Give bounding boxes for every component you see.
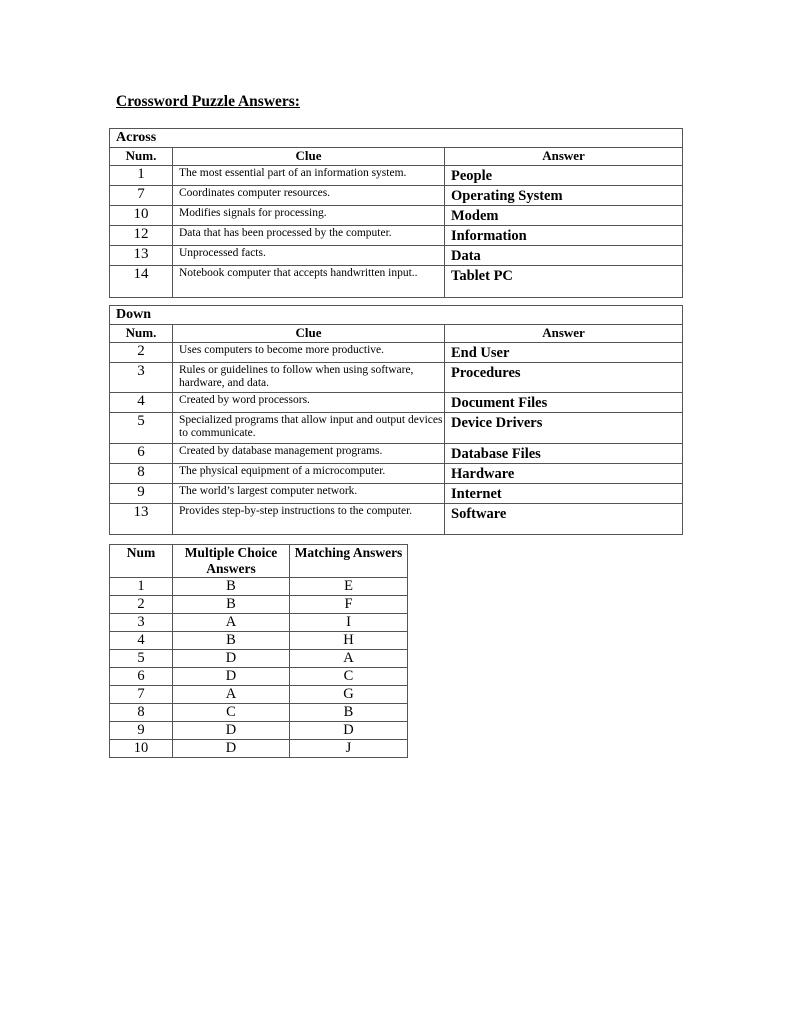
table-row — [110, 393, 683, 413]
down-answer: Software — [445, 504, 683, 535]
matching-answer: G — [290, 686, 408, 704]
across-clue: The most essential part of an information system. — [173, 166, 445, 186]
table-row — [110, 343, 683, 363]
down-clue: Rules or guidelines to follow when using software, hardware, and data. — [173, 363, 445, 393]
across-num: 14 — [110, 266, 173, 298]
mc-answer: D — [173, 668, 290, 686]
matching-answer: J — [290, 740, 408, 758]
table-row — [110, 504, 683, 535]
down-answer: Database Files — [445, 444, 683, 464]
across-num: 1 — [110, 166, 173, 186]
mc-answer: B — [173, 578, 290, 596]
matching-answer: E — [290, 578, 408, 596]
table-row — [110, 266, 683, 298]
across-answer: Information — [445, 226, 683, 246]
table-row — [110, 668, 408, 686]
down-clue: The world’s largest computer network. — [173, 484, 445, 504]
table-row — [110, 740, 408, 758]
table-row — [110, 722, 408, 740]
down-num: 2 — [110, 343, 173, 363]
mc-answer: D — [173, 722, 290, 740]
across-num: 12 — [110, 226, 173, 246]
down-num: 5 — [110, 413, 173, 444]
mc-answer: C — [173, 704, 290, 722]
down-table — [109, 305, 683, 535]
down-answer: Internet — [445, 484, 683, 504]
answer-num: 9 — [110, 722, 173, 740]
across-clue: Data that has been processed by the computer. — [173, 226, 445, 246]
table-row — [110, 413, 683, 444]
down-answer: Procedures — [445, 363, 683, 393]
across-answer: Modem — [445, 206, 683, 226]
down-num: 4 — [110, 393, 173, 413]
table-row — [110, 186, 683, 206]
across-table — [109, 128, 683, 298]
answers-header-num: Num — [110, 545, 173, 578]
table-row — [110, 578, 408, 596]
down-clue: The physical equipment of a microcomputer. — [173, 464, 445, 484]
answer-num: 1 — [110, 578, 173, 596]
across-clue: Unprocessed facts. — [173, 246, 445, 266]
matching-answer: D — [290, 722, 408, 740]
table-row — [110, 166, 683, 186]
table-row — [110, 614, 408, 632]
table-row — [110, 484, 683, 504]
answer-num: 2 — [110, 596, 173, 614]
across-clue: Coordinates computer resources. — [173, 186, 445, 206]
matching-answer: B — [290, 704, 408, 722]
down-clue: Uses computers to become more productive. — [173, 343, 445, 363]
table-row — [110, 226, 683, 246]
table-row — [110, 596, 408, 614]
table-row — [110, 444, 683, 464]
matching-answer: H — [290, 632, 408, 650]
down-num: 13 — [110, 504, 173, 535]
down-clue: Created by database management programs. — [173, 444, 445, 464]
across-num: 13 — [110, 246, 173, 266]
across-answer: People — [445, 166, 683, 186]
answer-num: 6 — [110, 668, 173, 686]
down-answer: Hardware — [445, 464, 683, 484]
down-num: 8 — [110, 464, 173, 484]
across-num: 7 — [110, 186, 173, 206]
answer-num: 8 — [110, 704, 173, 722]
down-clue: Specialized programs that allow input and output devices to communicate. — [173, 413, 445, 444]
answer-num: 4 — [110, 632, 173, 650]
table-row — [110, 464, 683, 484]
down-header-clue: Clue — [173, 325, 445, 343]
across-clue: Notebook computer that accepts handwritten input.. — [173, 266, 445, 298]
answer-num: 7 — [110, 686, 173, 704]
answer-num: 10 — [110, 740, 173, 758]
page-title: Crossword Puzzle Answers: — [116, 93, 300, 110]
down-header-answer: Answer — [445, 325, 683, 343]
table-row — [110, 650, 408, 668]
across-header-clue: Clue — [173, 148, 445, 166]
across-answer: Data — [445, 246, 683, 266]
answers-header-matching: Matching Answers — [290, 545, 408, 578]
down-answer: Device Drivers — [445, 413, 683, 444]
across-section-title: Across — [110, 129, 683, 148]
table-row — [110, 246, 683, 266]
matching-answer: C — [290, 668, 408, 686]
matching-answer: A — [290, 650, 408, 668]
answer-num: 3 — [110, 614, 173, 632]
down-section-title: Down — [110, 306, 683, 325]
down-num: 6 — [110, 444, 173, 464]
down-clue: Provides step-by-step instructions to the computer. — [173, 504, 445, 535]
across-num: 10 — [110, 206, 173, 226]
matching-answer: I — [290, 614, 408, 632]
down-num: 3 — [110, 363, 173, 393]
down-clue: Created by word processors. — [173, 393, 445, 413]
across-answer: Tablet PC — [445, 266, 683, 298]
down-header-num: Num. — [110, 325, 173, 343]
matching-answer: F — [290, 596, 408, 614]
mc-answer: D — [173, 650, 290, 668]
down-answer: Document Files — [445, 393, 683, 413]
across-header-answer: Answer — [445, 148, 683, 166]
table-row — [110, 632, 408, 650]
across-answer: Operating System — [445, 186, 683, 206]
table-row — [110, 704, 408, 722]
across-clue: Modifies signals for processing. — [173, 206, 445, 226]
mc-answer: D — [173, 740, 290, 758]
mc-answer: A — [173, 686, 290, 704]
answers-table — [109, 544, 408, 758]
down-answer: End User — [445, 343, 683, 363]
table-row — [110, 686, 408, 704]
down-num: 9 — [110, 484, 173, 504]
table-row — [110, 363, 683, 393]
mc-answer: B — [173, 632, 290, 650]
table-row — [110, 206, 683, 226]
mc-answer: B — [173, 596, 290, 614]
answer-num: 5 — [110, 650, 173, 668]
answers-header-multiple-choice: Multiple Choice Answers — [173, 545, 290, 578]
mc-answer: A — [173, 614, 290, 632]
across-header-num: Num. — [110, 148, 173, 166]
